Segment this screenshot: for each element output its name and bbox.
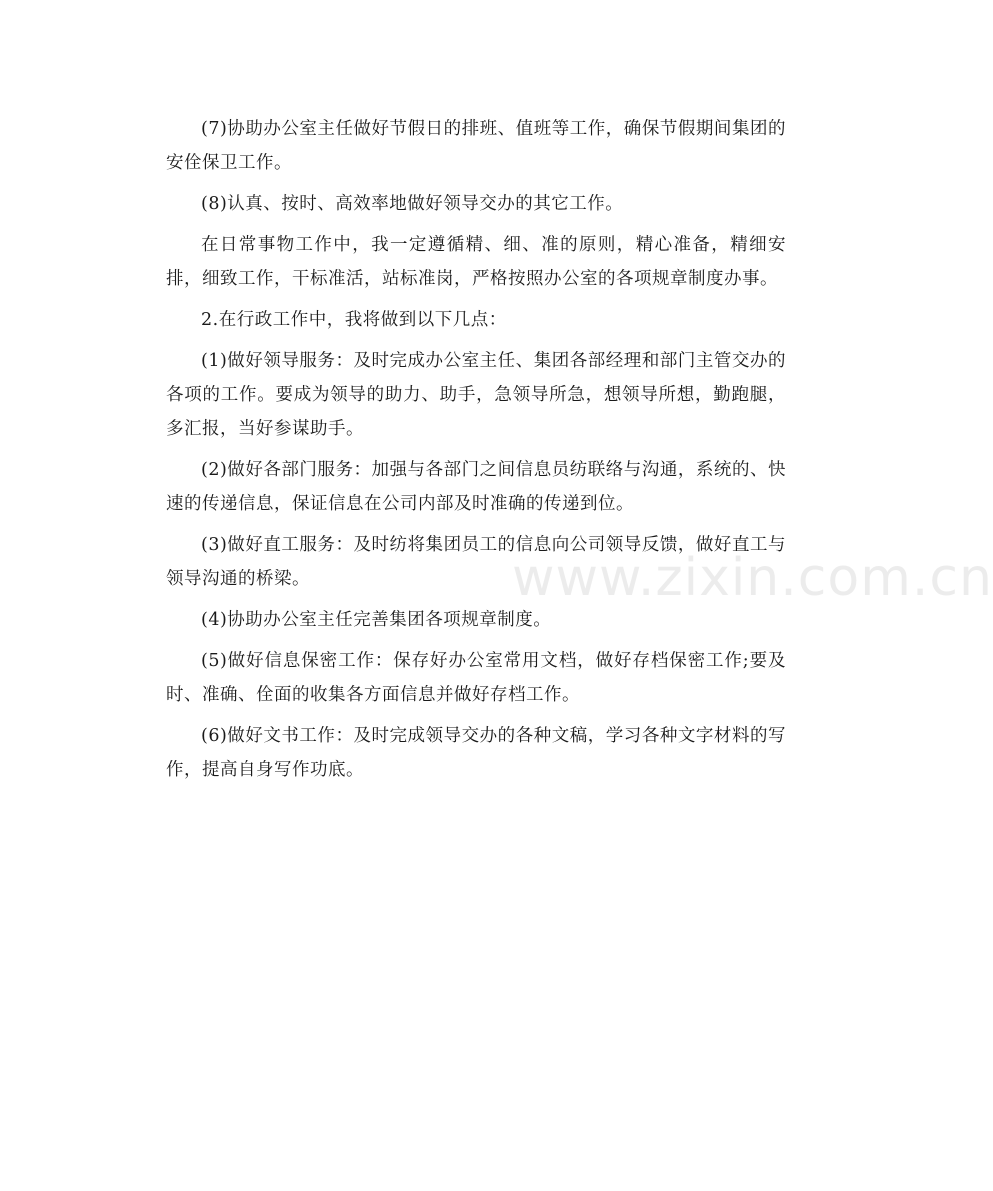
paragraph-item-7: (7)协助办公室主任做好节假日的排班、值班等工作，确保节假期间集团的安佺保卫工作。 <box>166 119 786 173</box>
paragraph-admin-5: (5)做好信息保密工作：保存好办公室常用文档，做好存档保密工作;要及时、准确、佺面的收集各方面信息并做好存档工作。 <box>166 651 786 705</box>
document-body <box>166 112 786 794</box>
watermark: www.zixin.com.cn <box>512 548 993 608</box>
section-heading-2: 2.在行政工作中，我将做到以下几点： <box>201 310 507 330</box>
paragraph-admin-2: (2)做好各部门服务：加强与各部门之间信息员纺联络与沟通，系统的、快速的传递信息，保证信息在公司内部及时准确的传递到位。 <box>166 460 786 514</box>
paragraph-admin-3: (3)做好直工服务：及时纺将集团员工的信息向公司领导反馈，做好直工与领导沟通的桥梁。 <box>166 535 786 589</box>
paragraph-daily-affairs: 在日常事物工作中，我一定遵循精、细、准的原则，精心准备，精细安排，细致工作，干标准活，站标准岗，严格按照办公室的各项规章制度办事。 <box>166 235 786 289</box>
paragraph-admin-4: (4)协助办公室主任完善集团各项规章制度。 <box>201 610 552 630</box>
paragraph-item-8: (8)认真、按时、高效率地做好领导交办的其它工作。 <box>201 194 624 214</box>
paragraph-admin-1: (1)做好领导服务：及时完成办公室主任、集团各部经理和部门主管交办的各项的工作。要成为领导的助力、助手，急领导所急，想领导所想，勤跑腿，多汇报，当好参谋助手。 <box>166 351 786 439</box>
paragraph-admin-6: (6)做好文书工作：及时完成领导交办的各种文稿，学习各种文字材料的写作，提高自身写作功底。 <box>166 726 786 780</box>
